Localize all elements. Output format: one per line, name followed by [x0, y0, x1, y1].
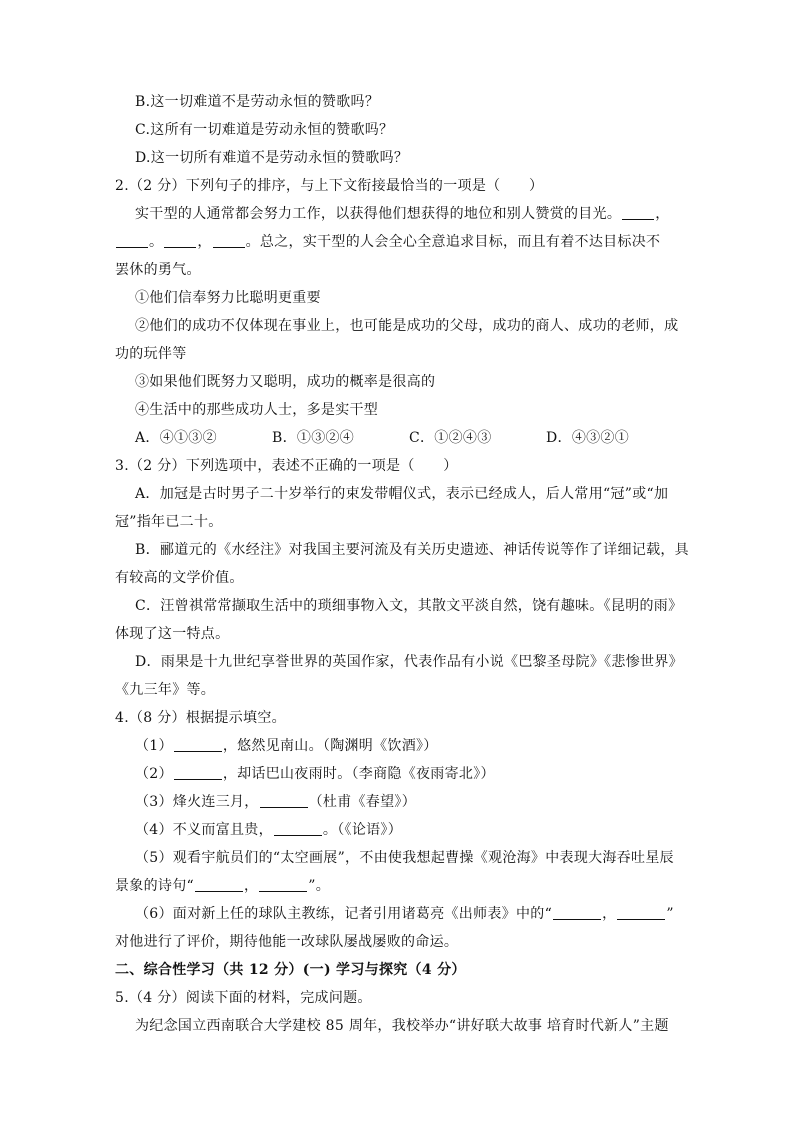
q2-sentence-4: ④生活中的那些成功人士，多是实干型: [135, 402, 379, 418]
item-text: ，却话巴山夜雨时。（李商隐《夜雨寄北》）: [222, 766, 495, 782]
q2-sentence-2-cont: 功的玩伴等: [115, 346, 187, 362]
punctuation: 。: [149, 234, 164, 250]
item-text: （3）烽火连三月，: [135, 794, 259, 810]
q3-option-d-cont: 《九三年》等。: [115, 682, 216, 698]
q2-option-a: A．④①③②: [135, 430, 217, 446]
q4-item-6-cont: 对他进行了评价，期待他能一改球队屡战屡败的命运。: [115, 934, 459, 950]
item-text: 景象的诗句“: [115, 878, 194, 894]
q2-passage-text-2: 。总之，实干型的人会全心全意追求目标，而且有着不达目标决不: [245, 234, 661, 250]
item-text: ”: [666, 906, 674, 922]
q2-option-b: B．①③②④: [272, 430, 355, 446]
q2-option-c: C．①②④③: [409, 430, 492, 446]
q4-item-5-cont: [115, 876, 330, 896]
q2-passage-line-1: [135, 204, 670, 224]
answer-blank: [553, 905, 601, 920]
q4-item-3: [135, 792, 416, 812]
item-number: （1）: [135, 738, 173, 754]
q1-option-c: C.这所有一切难道是劳动永恒的赞歌吗？: [135, 122, 394, 138]
answer-blank: [195, 877, 243, 892]
item-number: （2）: [135, 766, 173, 782]
q3-option-a-cont: 冠”指年已二十。: [115, 514, 223, 530]
q3-option-a: A．加冠是古时男子二十岁举行的束发带帽仪式，表示已经成人，后人常用“冠”或“加: [135, 486, 669, 502]
answer-blank: [213, 233, 245, 248]
q4-item-1: [135, 736, 438, 756]
answer-blank: [174, 765, 222, 780]
item-text: （4）不义而富且贵，: [135, 822, 273, 838]
q1-option-b: B.这一切难道不是劳动永恒的赞歌吗？: [135, 94, 380, 110]
q3-option-d: D．雨果是十九世纪享誉世界的英国作家，代表作品有小说《巴黎圣母院》《悲惨世界》: [135, 654, 683, 670]
punctuation: ，: [243, 878, 259, 894]
q4-item-5: （5）观看宇航员们的“太空画展”，不由使我想起曹操《观沧海》中表现大海吞吐星辰: [135, 850, 674, 866]
q2-sentence-2: ②他们的成功不仅体现在事业上，也可能是成功的父母，成功的商人、成功的老师，成: [135, 318, 679, 334]
answer-blank: [617, 905, 665, 920]
q4-item-2: [135, 764, 495, 784]
punctuation: ，: [197, 234, 212, 250]
item-text: 。（《论语》）: [322, 822, 403, 838]
q2-passage-text-1: 实干型的人通常都会努力工作，以获得他们想获得的地位和别人赞赏的目光。: [135, 206, 622, 222]
answer-blank: [260, 793, 308, 808]
punctuation: ，: [602, 906, 617, 922]
item-text: ”。: [308, 878, 331, 894]
q2-sentence-3: ③如果他们既努力又聪明，成功的概率是很高的: [135, 374, 436, 390]
answer-blank: [274, 821, 322, 836]
answer-blank: [259, 877, 307, 892]
item-text: ，悠然见南山。（陶渊明《饮酒》）: [222, 738, 438, 754]
q2-option-d: D．④③②①: [546, 430, 630, 446]
answer-blank: [164, 233, 196, 248]
answer-blank: [622, 205, 654, 220]
q4-stem: 4.（8 分）根据提示填空。: [115, 710, 286, 726]
answer-blank: [174, 737, 222, 752]
section-2-heading: 二、综合性学习（共 12 分）(一) 学习与探究（4 分）: [115, 962, 466, 978]
punctuation: ，: [655, 206, 670, 222]
q3-stem: 3.（2 分）下列选项中，表述不正确的一项是（ ）: [115, 458, 458, 474]
q2-sentence-1: ①他们信奉努力比聪明更重要: [135, 290, 321, 306]
item-text: （杜甫《春望》）: [308, 794, 417, 810]
q1-option-d: D.这一切所有难道不是劳动永恒的赞歌吗？: [135, 150, 409, 166]
q5-stem: 5.（4 分）阅读下面的材料，完成问题。: [115, 990, 372, 1006]
q2-passage-line-2: [115, 232, 660, 252]
item-text: （6）面对新上任的球队主教练，记者引用诸葛亮《出师表》中的“: [135, 906, 553, 922]
q2-passage-line-3: 罢休的勇气。: [115, 262, 201, 278]
answer-blank: [116, 233, 148, 248]
q3-option-b-cont: 有较高的文学价值。: [115, 570, 244, 586]
q2-stem: 2.（2 分）下列句子的排序，与上下文衔接最恰当的一项是（ ）: [115, 178, 544, 194]
q3-option-b: B．郦道元的《水经注》对我国主要河流及有关历史遗迹、神话传说等作了详细记载，具: [135, 542, 689, 558]
q4-item-4: [135, 820, 402, 840]
q4-item-6: [135, 904, 674, 924]
q3-option-c-cont: 体现了这一特点。: [115, 626, 230, 642]
q3-option-c: C．汪曾祺常常撷取生活中的琐细事物入文，其散文平淡自然，饶有趣味。《昆明的雨》: [135, 598, 683, 614]
q5-paragraph-1: 为纪念国立西南联合大学建校 85 周年，我校举办“讲好联大故事 培育时代新人”主题: [135, 1018, 669, 1034]
